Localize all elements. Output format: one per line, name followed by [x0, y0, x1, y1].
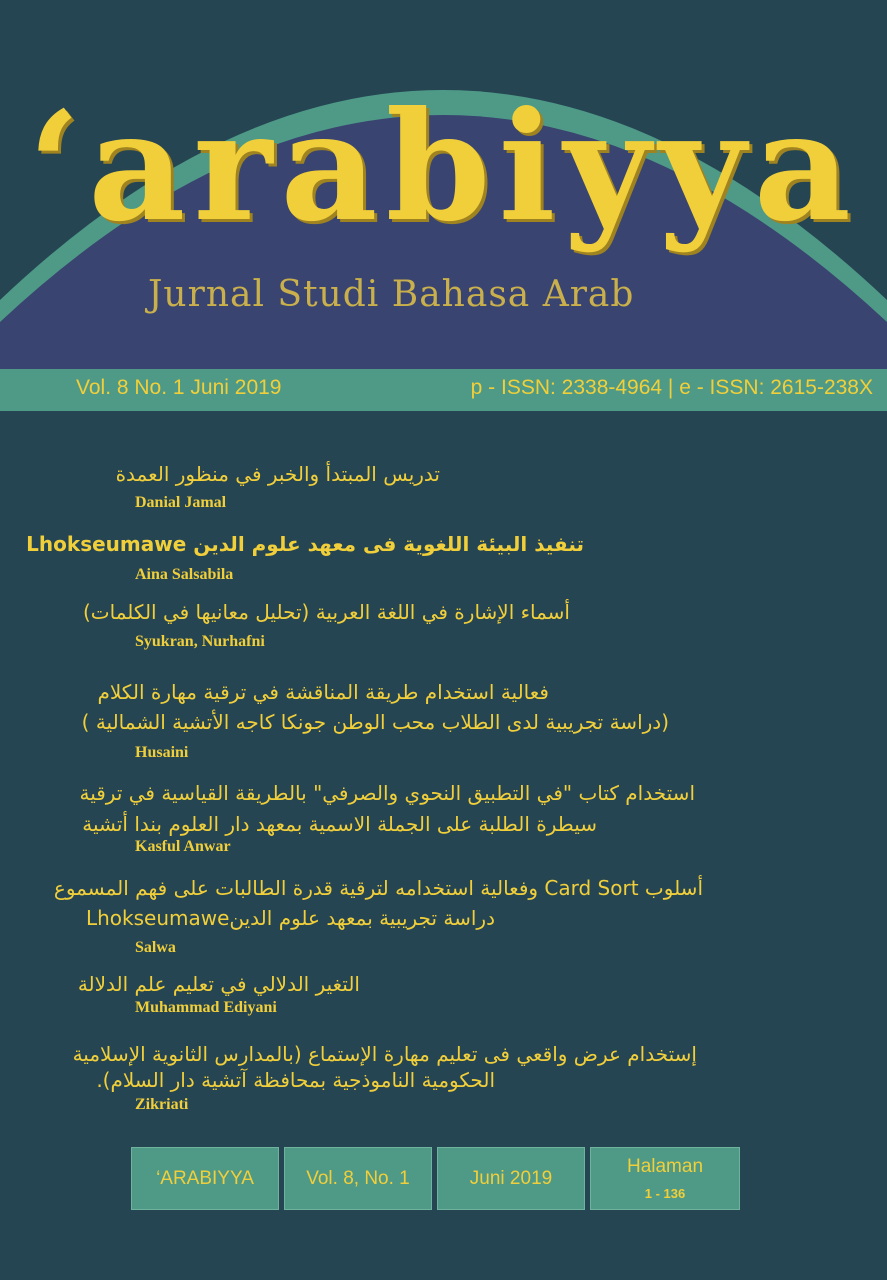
- footer-pages-value: 1 - 136: [644, 1186, 686, 1201]
- article-author: Syukran, Nurhafni: [135, 633, 265, 650]
- footer-date: [437, 1147, 585, 1210]
- article-author: Salwa: [135, 939, 176, 956]
- journal-subtitle: Jurnal Studi Bahasa Arab: [148, 274, 635, 315]
- footer-journal: [131, 1147, 279, 1210]
- article-author: Danial Jamal: [135, 494, 227, 511]
- footer-pages: [590, 1147, 740, 1210]
- journal-logo: ‘arabiyya: [27, 79, 859, 255]
- article-author: Kasful Anwar: [135, 838, 231, 855]
- footer-date-text: Juni 2019: [469, 1167, 553, 1189]
- article-title: استخدام كتاب "في التطبيق النحوي والصرفي" بالطريقة القياسية في ترقية: [79, 781, 695, 805]
- article-title: أسلوب Card Sort وفعالية استخدامه لترقية قدرة الطالبات على فهم المسموع: [53, 876, 703, 900]
- article-title-line2: (دراسة تجريبية لدى الطلاب محب الوطن جونكا كاجه الأتشية الشمالية ): [81, 710, 669, 734]
- article-title-line2: الحكومية الناموذجية بمحافظة آتشية دار السلام).: [96, 1068, 495, 1092]
- article-title: تدريس المبتدأ والخبر في منظور العمدة: [115, 462, 440, 486]
- article-author: Aina Salsabila: [135, 566, 234, 583]
- article-author: Husaini: [135, 744, 189, 761]
- issue-info: Vol. 8 No. 1 Juni 2019: [76, 376, 282, 399]
- issn-info: p - ISSN: 2338-4964 | e - ISSN: 2615-238X: [470, 376, 873, 399]
- article-title-line2: دراسة تجريبية بمعهد علوم الدينLhokseumawe: [85, 906, 495, 930]
- article-title: تنفيذ البيئة اللغوية فى معهد علوم الدين Lhokseumawe: [26, 532, 584, 556]
- footer-pages-label: Halaman: [626, 1156, 704, 1177]
- article-title: إستخدام عرض واقعي فى تعليم مهارة الإستماع (بالمدارس الثانوية الإسلامية: [72, 1042, 697, 1066]
- article-title: التغير الدلالي في تعليم علم الدلالة: [77, 972, 360, 996]
- article-title: أسماء الإشارة في اللغة العربية (تحليل معانيها في الكلمات): [82, 600, 570, 624]
- article-author: Muhammad Ediyani: [135, 999, 277, 1016]
- footer-volume-text: Vol. 8, No. 1: [306, 1167, 410, 1189]
- footer-volume: [284, 1147, 432, 1210]
- cover-header: [0, 0, 887, 410]
- footer-journal-name: ‘ARABIYYA: [156, 1167, 254, 1189]
- article-title-line2: سيطرة الطلبة على الجملة الاسمية بمعهد دار العلوم بندا أتشية: [82, 812, 597, 836]
- article-author: Zikriati: [135, 1096, 189, 1113]
- masthead: [0, 0, 887, 370]
- article-title: فعالية استخدام طريقة المناقشة في ترقية مهارة الكلام: [97, 680, 549, 704]
